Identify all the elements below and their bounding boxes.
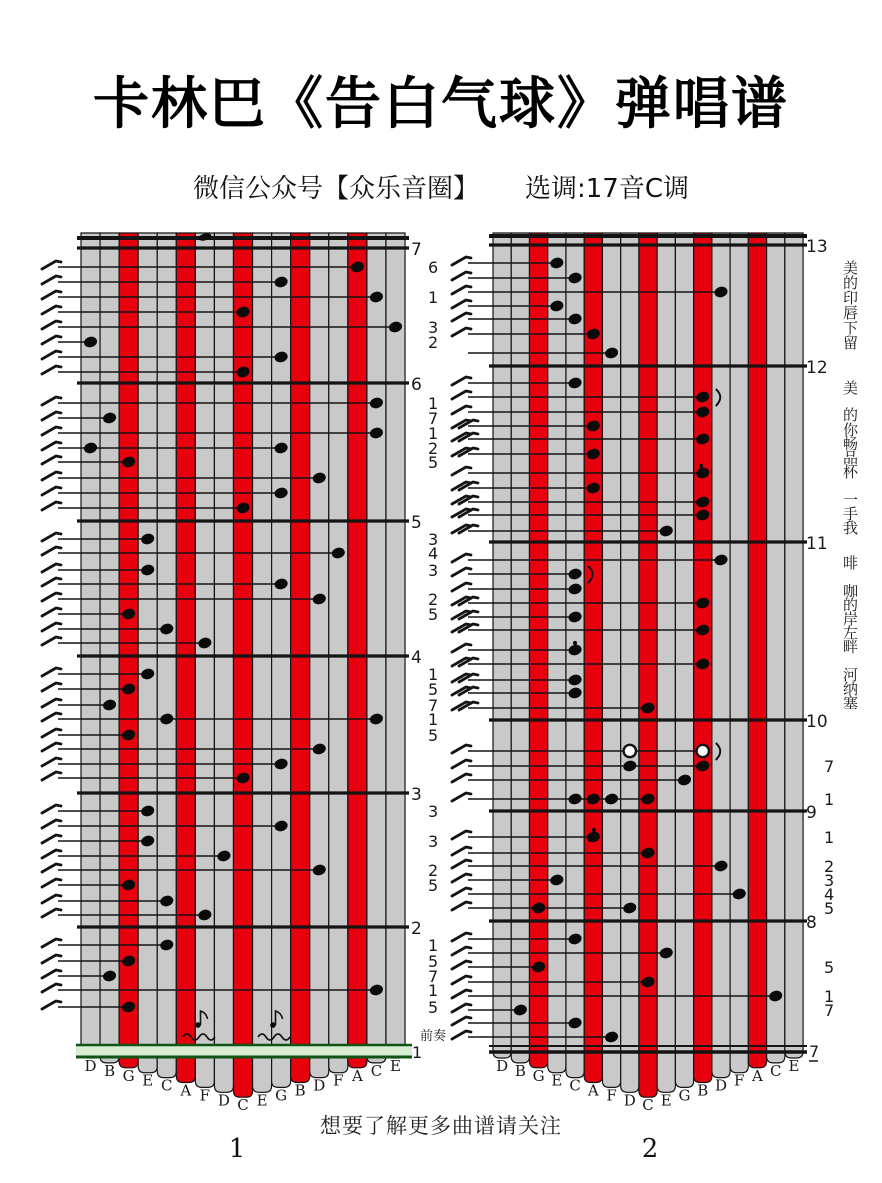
start-line-band (76, 1045, 412, 1057)
tine-label: D (84, 1057, 97, 1075)
aux-dot (573, 641, 577, 645)
measure-number: 10 (806, 712, 828, 732)
tine-stripe (566, 233, 584, 1078)
melody-number: 5 (428, 680, 439, 699)
tine-stripe (367, 233, 386, 1063)
lyric-char: 的 (843, 406, 859, 424)
open-note-circle (624, 745, 636, 757)
melody-number: 1 (428, 936, 439, 955)
melody-number: 7 (428, 967, 439, 986)
melody-number: 1 (428, 665, 439, 684)
lyric-char: 我 (843, 519, 859, 537)
tine-label: A (587, 1081, 599, 1100)
lyric-char: 美 (843, 259, 859, 277)
melody-number: 1 (428, 288, 439, 307)
tine-stripe (767, 233, 785, 1063)
measure-number: 2 (411, 919, 422, 939)
tine-label: A (351, 1066, 363, 1085)
melody-number: 3 (428, 318, 439, 337)
tine-stripe (657, 233, 675, 1092)
measure-number: 7 (411, 240, 422, 260)
melody-number: 2 (428, 861, 439, 880)
tine-stripe (785, 233, 803, 1058)
melody-number: 2 (428, 590, 439, 609)
sheet-title: 卡林巴《告白气球》弹唱谱 (93, 72, 789, 137)
aux-dot (699, 464, 703, 468)
measure-number: 5 (411, 513, 422, 533)
melody-number: 3 (428, 802, 439, 821)
tine-label: A (180, 1081, 192, 1100)
melody-number: 5 (428, 453, 439, 472)
melody-number: 3 (428, 561, 439, 580)
lyric-char: 留 (843, 334, 859, 352)
melody-number: 5 (428, 952, 439, 971)
tine-stripe-red (233, 233, 252, 1097)
page-number-2: 2 (641, 1134, 659, 1164)
tine-stripe-red (639, 233, 657, 1097)
tine-label: D (217, 1091, 230, 1110)
melody-number: 7 (428, 409, 439, 428)
measure-number: 11 (806, 534, 828, 554)
tine-stripe (712, 233, 730, 1078)
measure-number: 7 (809, 1042, 820, 1061)
lyric-char: 唇 (843, 304, 859, 322)
melody-number: 1 (824, 828, 835, 847)
lyric-char: 咖 (843, 582, 859, 600)
tine-label: F (606, 1086, 617, 1105)
melody-number: 7 (824, 1001, 835, 1020)
melody-number: 4 (824, 885, 835, 904)
lyric-char: 畅 (843, 435, 859, 453)
lyric-char: 杯 (843, 463, 859, 481)
tine-stripe-red (748, 233, 766, 1068)
tine-label: D (623, 1091, 636, 1110)
measure-number: 12 (806, 358, 828, 378)
melody-number: 7 (824, 757, 835, 776)
lyric-char: 下 (843, 319, 859, 337)
measure-number: 3 (411, 785, 422, 805)
lyric-char: 你 (843, 421, 859, 439)
melody-number: 6 (428, 258, 439, 277)
lyric-char: 的 (843, 596, 859, 614)
tine-label: G (678, 1086, 691, 1105)
melody-number: 3 (428, 530, 439, 549)
tine-label: F (734, 1071, 745, 1090)
tine-label: B (294, 1081, 306, 1100)
tine-stripe-red (348, 233, 367, 1068)
tine-label: E (390, 1057, 401, 1075)
melody-number: 5 (428, 605, 439, 624)
tine-label: C (769, 1061, 782, 1080)
lyric-char: 的 (843, 274, 859, 292)
tine-stripe (214, 233, 233, 1092)
prelude-label: 前奏 (419, 1029, 447, 1044)
tine-stripe (602, 233, 620, 1087)
tine-stripe (195, 233, 214, 1087)
lyric-char: 左 (843, 624, 859, 642)
wechat-source: 微信公众号【众乐音圈】 (192, 174, 479, 204)
measure-number: 9 (806, 803, 817, 823)
tine-label: G (122, 1066, 135, 1085)
tine-stripe (493, 233, 511, 1058)
tine-label: B (514, 1061, 526, 1080)
footer-caption: 想要了解更多曲谱请关注 (320, 1114, 562, 1138)
tine-stripe (386, 233, 405, 1058)
melody-number: 2 (824, 857, 835, 876)
melody-number: 5 (824, 958, 835, 977)
key-selection: 选调:17音C调 (525, 174, 689, 204)
melody-number: 1 (428, 394, 439, 413)
tine-label: B (104, 1061, 116, 1080)
tine-stripe (329, 233, 348, 1073)
tine-stripe (675, 233, 693, 1087)
tine-label: E (256, 1091, 268, 1110)
tine-stripe-red (119, 233, 138, 1068)
melody-number: 2 (428, 439, 439, 458)
melody-number: 1 (428, 710, 439, 729)
tine-stripe (548, 233, 566, 1073)
lyric-char: 畔 (843, 638, 859, 656)
tine-label: E (660, 1091, 672, 1110)
tine-label: C (569, 1076, 581, 1095)
tine-label: G (532, 1066, 545, 1085)
tine-stripe-red (584, 233, 602, 1083)
eighth-flag-icon (452, 1031, 471, 1039)
melody-number: 5 (824, 899, 835, 918)
tine-label: D (313, 1076, 326, 1095)
measure-number: 8 (806, 913, 817, 933)
melody-number: 1 (824, 790, 835, 809)
melody-number: 2 (428, 333, 439, 352)
melody-number: 3 (824, 871, 835, 890)
tine-label: F (199, 1086, 211, 1105)
tine-label: B (697, 1081, 709, 1100)
lyric-char: 美 (843, 379, 859, 397)
tine-stripe-red (291, 233, 310, 1083)
tine-label: C (370, 1061, 383, 1080)
lyric-char: 品 (843, 449, 859, 467)
melody-number: 1 (428, 424, 439, 443)
tine-stripe (253, 233, 272, 1092)
tine-stripe (138, 233, 157, 1073)
melody-number: 5 (428, 998, 439, 1017)
measure-number: 13 (806, 237, 828, 257)
tine-stripe (621, 233, 639, 1092)
measure-number: 6 (411, 375, 422, 395)
tine-label: A (752, 1066, 763, 1085)
tine-label: E (142, 1071, 154, 1090)
tine-label: D (496, 1057, 509, 1075)
lyric-char: 啡 (843, 554, 859, 572)
tine-label: C (237, 1096, 249, 1115)
melody-number: 1 (824, 987, 835, 1006)
lyric-char: 一 (843, 491, 859, 509)
tine-label: C (161, 1076, 173, 1095)
tine-stripe-red (176, 233, 195, 1083)
melody-number: 5 (428, 726, 439, 745)
lyric-char: 岸 (843, 610, 859, 628)
lyric-char: 手 (843, 505, 859, 523)
tine-label: F (333, 1071, 344, 1090)
lyric-char: 印 (843, 289, 859, 307)
melody-number: 7 (428, 696, 439, 715)
page-number-1: 1 (228, 1134, 246, 1164)
lyric-char: 塞 (843, 694, 859, 712)
tine-stripe-red (694, 233, 712, 1083)
tine-label: E (551, 1071, 563, 1090)
aux-dot (592, 828, 596, 832)
melody-number: 3 (428, 832, 439, 851)
melody-number: 4 (428, 544, 439, 563)
lyric-char: 河 (843, 666, 859, 684)
melody-number: 5 (428, 876, 439, 895)
tine-label: G (275, 1086, 288, 1105)
tine-stripe (730, 233, 748, 1073)
lyric-char: 纳 (843, 680, 859, 698)
measure-number: 1 (412, 1043, 423, 1062)
tine-label: C (642, 1096, 654, 1115)
open-note-circle (697, 745, 709, 757)
melody-number: 1 (428, 981, 439, 1000)
tine-label: D (714, 1076, 728, 1095)
tine-label: E (788, 1057, 800, 1075)
measure-number: 4 (411, 648, 422, 668)
